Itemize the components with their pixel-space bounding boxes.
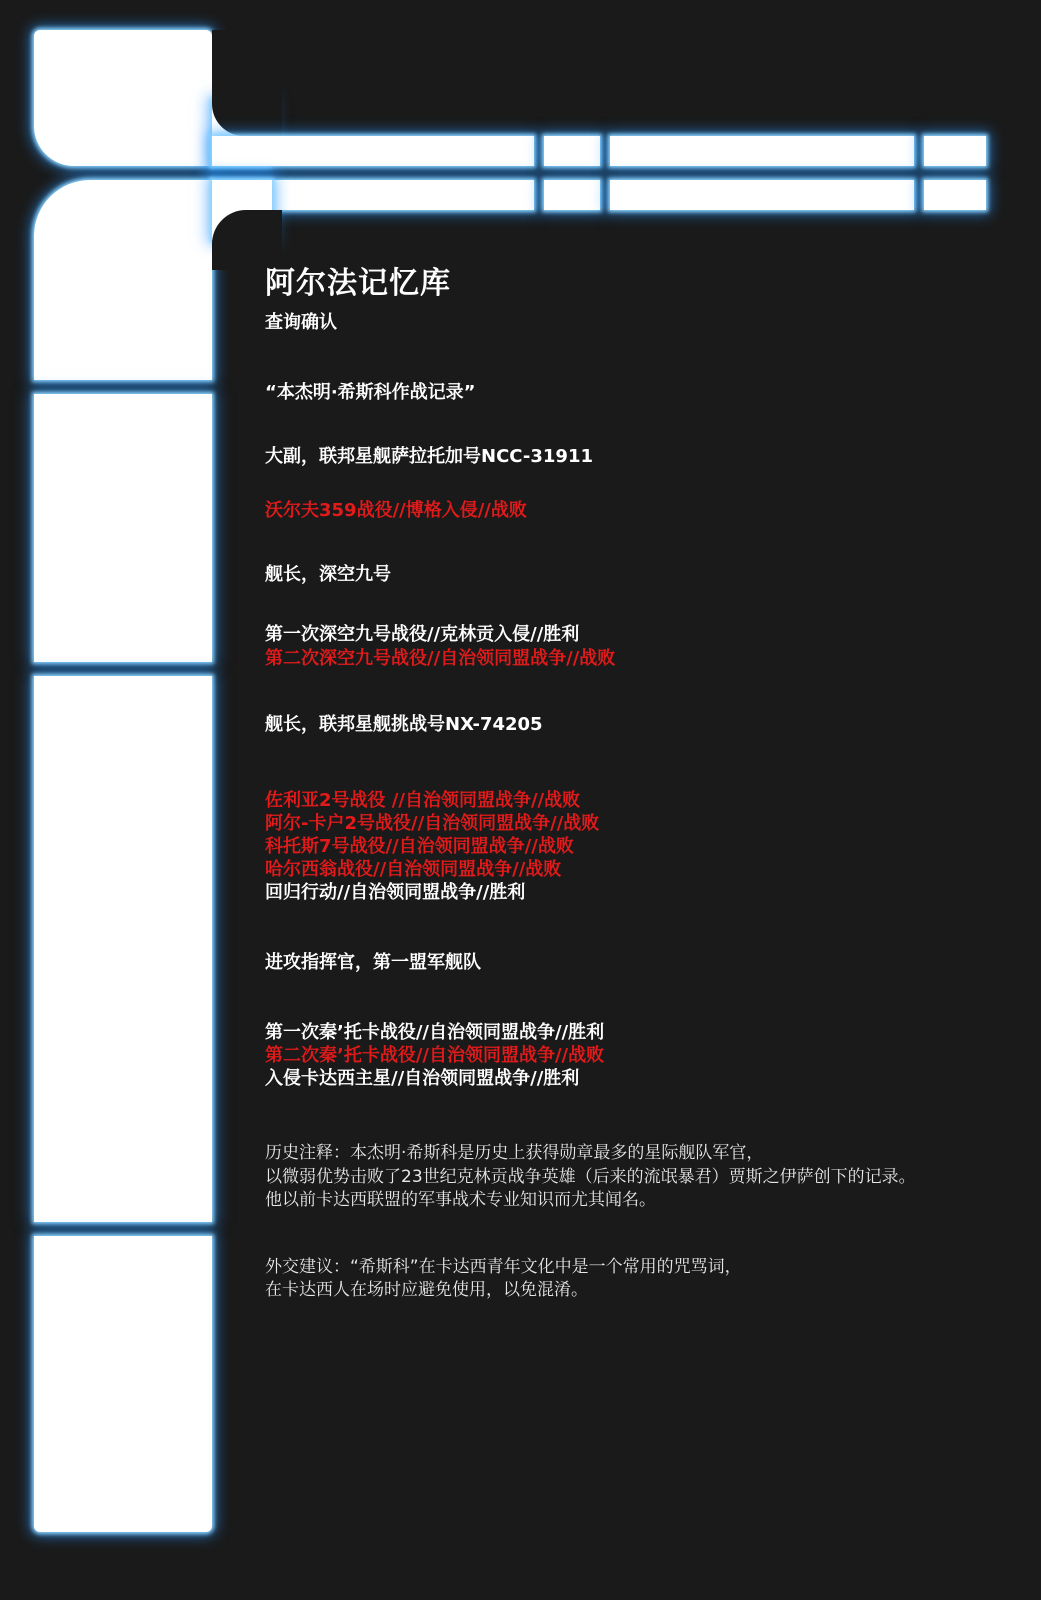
- lcars-top-bar-4: [924, 136, 986, 166]
- lcars-left-seg-1: [34, 394, 212, 662]
- lcars-mid-bar-3: [610, 180, 914, 210]
- page-subtitle: 查询确认: [265, 312, 337, 333]
- battle-entry: 沃尔夫359战役//博格入侵//战败: [265, 500, 527, 521]
- battle-entry: 第二次深空九号战役//自治领同盟战争//战败: [265, 648, 616, 669]
- page-title: 阿尔法记忆库: [265, 266, 451, 301]
- history-note-line: 历史注释：本杰明·希斯科是历史上获得勋章最多的星际舰队军官，: [265, 1143, 764, 1163]
- lcars-mid-bar-4: [924, 180, 986, 210]
- lcars-top-left-block: [34, 30, 212, 166]
- diplomacy-note-line: 外交建议：“希斯科”在卡达西青年文化中是一个常用的咒骂词，: [265, 1257, 742, 1277]
- history-note-line: 他以前卡达西联盟的军事战术专业知识而尤其闻名。: [265, 1190, 656, 1210]
- lcars-top-curve-mask: [212, 30, 282, 136]
- lcars-mid-bar-2: [544, 180, 600, 210]
- battle-entry: 第二次秦’托卡战役//自治领同盟战争//战败: [265, 1045, 605, 1066]
- battle-entry: 回归行动//自治领同盟战争//胜利: [265, 882, 526, 903]
- diplomacy-note-line: 在卡达西人在场时应避免使用，以免混淆。: [265, 1280, 588, 1300]
- lcars-left-seg-3: [34, 1236, 212, 1532]
- battle-entry: 科托斯7号战役//自治领同盟战争//战败: [265, 836, 574, 857]
- record-title: “本杰明·希斯科作战记录”: [265, 382, 476, 403]
- battle-entry: 第一次深空九号战役//克林贡入侵//胜利: [265, 624, 580, 645]
- section-heading: 舰长，联邦星舰挑战号NX-74205: [265, 714, 543, 735]
- battle-entry: 佐利亚2号战役 //自治领同盟战争//战败: [265, 790, 581, 811]
- battle-entry: 哈尔西翁战役//自治领同盟战争//战败: [265, 859, 562, 880]
- lcars-top-bar-1: [212, 136, 534, 166]
- section-heading: 大副，联邦星舰萨拉托加号NCC-31911: [265, 446, 593, 467]
- battle-entry: 第一次秦’托卡战役//自治领同盟战争//胜利: [265, 1022, 605, 1043]
- section-heading: 进攻指挥官，第一盟军舰队: [265, 952, 481, 973]
- lcars-top-bar-3: [610, 136, 914, 166]
- battle-entry: 阿尔-卡户2号战役//自治领同盟战争//战败: [265, 813, 600, 834]
- history-note-line: 以微弱优势击败了23世纪克林贡战争英雄（后来的流氓暴君）贾斯之伊萨创下的记录。: [265, 1167, 916, 1187]
- lcars-elbow-block: [34, 180, 212, 380]
- section-heading: 舰长，深空九号: [265, 564, 391, 585]
- lcars-left-seg-2: [34, 676, 212, 1222]
- battle-entry: 入侵卡达西主星//自治领同盟战争//胜利: [265, 1068, 580, 1089]
- lcars-top-bar-2: [544, 136, 600, 166]
